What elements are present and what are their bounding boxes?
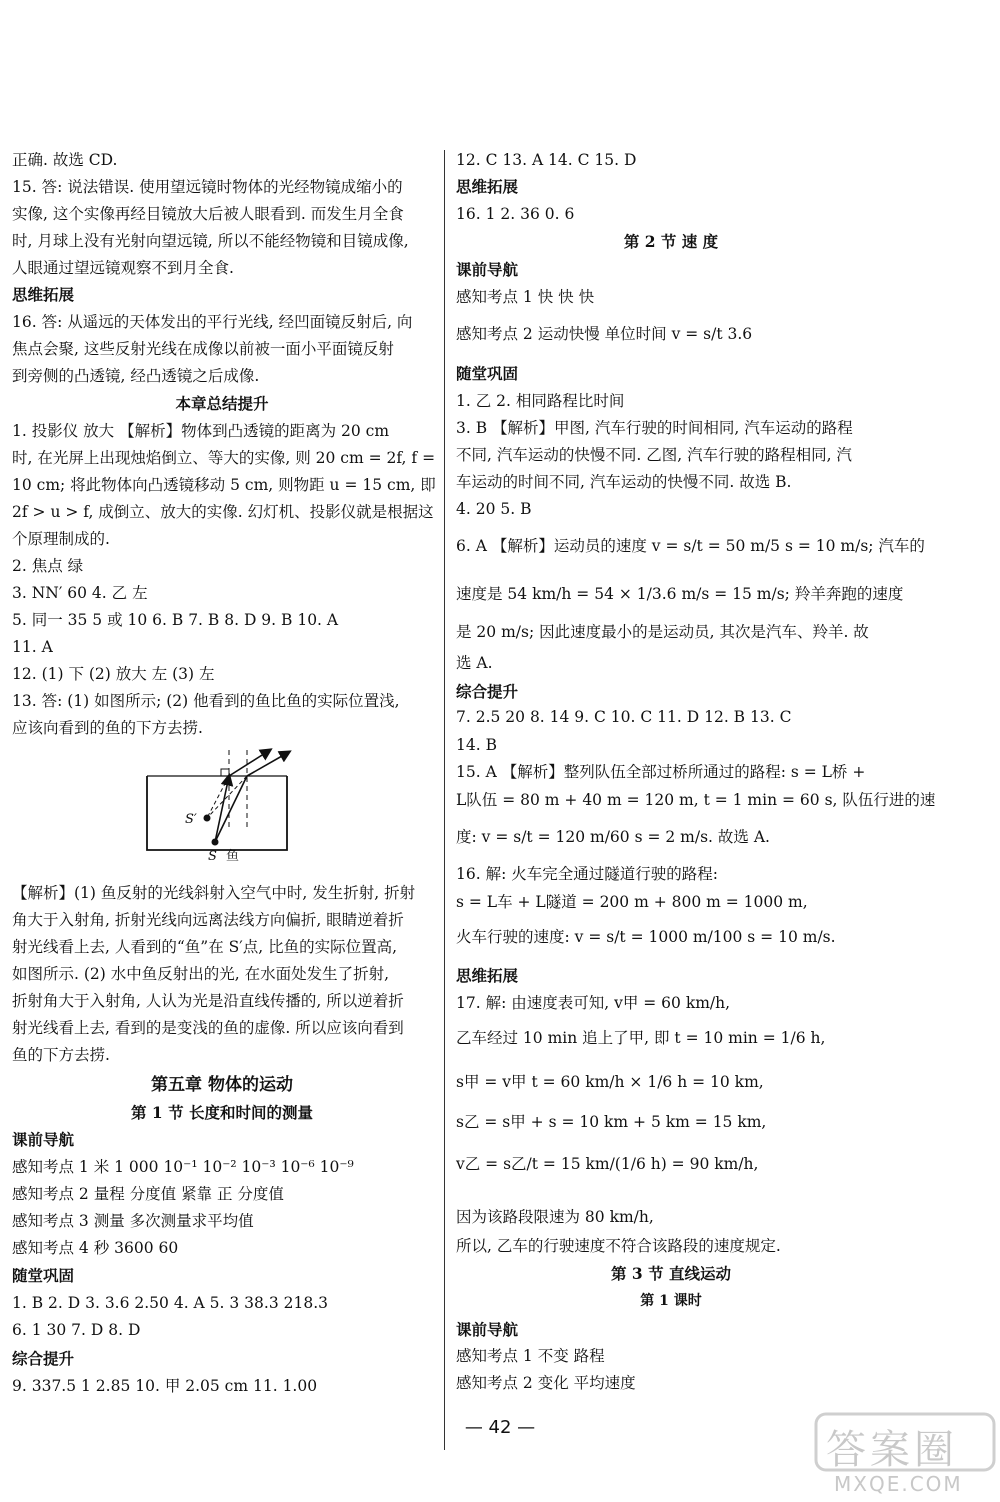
section-heading: 思维拓展 [456,177,519,196]
chapter-title: 第五章 物体的运动 [151,1075,293,1095]
text-line: 到旁侧的凸透镜, 经凸透镜之后成像. [12,367,260,385]
text-line: 1. B 2. D 3. 3.6 2.50 4. A 5. 3 38.3 218.3 [12,1294,328,1312]
text-line: 不同, 汽车运动的快慢不同. 乙图, 汽车行驶的路程相同, 汽 [456,446,852,464]
text-line: 射光线看上去, 看到的是变浅的鱼的虚像. 所以应该向看到 [12,1019,404,1037]
text-line: 5. 同一 35 5 或 10 6. B 7. B 8. D 9. B 10. A [12,611,339,629]
text-line: 度: v = s/t = 120 m/60 s = 2 m/s. 故选 A. [456,828,770,846]
text-line: 个原理制成的. [12,530,110,548]
text-line: 3. B 【解析】甲图, 汽车行驶的时间相同, 汽车运动的路程 [456,419,853,437]
text-line: 感知考点 4 秒 3600 60 [12,1239,179,1257]
section-heading: 随堂巩固 [12,1266,75,1285]
text-line: 17. 解: 由速度表可知, v甲 = 60 km/h, [456,994,731,1012]
page-number: — 42 — [464,1417,536,1438]
text-line: 【解析】(1) 鱼反射的光线斜射入空气中时, 发生折射, 折射 [12,884,416,902]
text-line: 1. 乙 2. 相同路程比时间 [456,392,625,410]
text-line: 9. 337.5 1 2.85 10. 甲 2.05 cm 11. 1.00 [12,1377,318,1395]
text-line: 所以, 乙车的行驶速度不符合该路段的速度规定. [456,1237,781,1255]
text-line: 时, 月球上没有光射向望远镜, 所以不能经物镜和目镜成像, [12,232,409,250]
text-line: s = L车 + L隧道 = 200 m + 800 m = 1000 m, [456,893,808,911]
text-line: 速度是 54 km/h = 54 × 1/3.6 m/s = 15 m/s; 羚羊奔跑的速度 [456,585,904,603]
text-line: 如图所示. (2) 水中鱼反射出的光, 在水面处发生了折射, [12,965,390,983]
section-heading: 综合提升 [12,1349,75,1368]
section-heading: 思维拓展 [456,966,519,985]
text-line: 4. 20 5. B [456,500,532,518]
section-heading: 综合提升 [456,682,519,701]
text-line: 车运动的时间不同, 汽车运动的快慢不同. 故选 B. [456,473,792,491]
text-line: 感知考点 3 测量 多次测量求平均值 [12,1212,254,1230]
text-line: 焦点会聚, 这些反射光线在成像以前被一面小平面镜反射 [12,340,394,358]
text-line: 12. (1) 下 (2) 放大 左 (3) 左 [12,665,215,683]
text-line: 16. 1 2. 36 0. 6 [456,205,575,223]
watermark-text: 答案圈 [826,1427,958,1473]
text-line: 16. 答: 从遥远的天体发出的平行光线, 经凹面镜反射后, 向 [12,313,413,331]
text-line: 14. B [456,736,497,754]
text-line: 感知考点 2 运动快慢 单位时间 v = s/t 3.6 [456,325,753,343]
section-heading: 课前导航 [12,1130,75,1149]
text-line: 6. 1 30 7. D 8. D [12,1321,141,1339]
text-line: v乙 = s乙/t = 15 km/(1/6 h) = 90 km/h, [456,1155,759,1173]
text-line: 是 20 m/s; 因此速度最小的是运动员, 其次是汽车、羚羊. 故 [456,623,869,641]
text-line: 乙车经过 10 min 追上了甲, 即 t = 10 min = 1/6 h, [456,1029,826,1047]
column-divider [444,150,445,1450]
chapter-summary-heading: 本章总结提升 [175,394,269,413]
text-line: 感知考点 1 不变 路程 [456,1347,605,1365]
refraction-diagram [137,748,297,868]
lesson-title: 第 1 课时 [640,1293,702,1309]
text-line: 应该向看到的鱼的下方去捞. [12,719,203,737]
text-line: 感知考点 2 变化 平均速度 [456,1374,636,1392]
text-line: 7. 2.5 20 8. 14 9. C 10. C 11. D 12. B 13. C [456,708,792,726]
text-line: 15. 答: 说法错误. 使用望远镜时物体的光经物镜成缩小的 [12,178,403,196]
text-line: 火车行驶的速度: v = s/t = 1000 m/100 s = 10 m/s. [456,928,836,946]
text-line: L队伍 = 80 m + 40 m = 120 m, t = 1 min = 60 s, 队伍行进的速 [456,791,936,809]
text-line: 实像, 这个实像再经目镜放大后被人眼看到. 而发生月全食 [12,205,404,223]
text-line: 感知考点 1 快 快 快 [456,288,595,306]
section-title: 第 3 节 直线运动 [611,1264,731,1283]
text-line: 正确. 故选 CD. [12,151,118,169]
text-line: 角大于入射角, 折射光线向远离法线方向偏折, 眼睛逆着折 [12,911,404,929]
text-line: 15. A 【解析】整列队伍全部过桥所通过的路程: s = L桥 + [456,763,866,781]
text-line: 感知考点 2 量程 分度值 紧靠 正 分度值 [12,1185,284,1203]
text-line: 选 A. [456,654,493,672]
text-line: s甲 = v甲 t = 60 km/h × 1/6 h = 10 km, [456,1073,764,1091]
text-line: 感知考点 1 米 1 000 10⁻¹ 10⁻² 10⁻³ 10⁻⁶ 10⁻⁹ [12,1158,354,1176]
text-line: 16. 解: 火车完全通过隧道行驶的路程: [456,865,718,883]
watermark-logo [812,1410,998,1498]
text-line: 射光线看上去, 人看到的“鱼”在 S′点, 比鱼的实际位置高, [12,938,398,956]
label-fish: 鱼 [226,849,240,864]
text-line: 2. 焦点 绿 [12,557,84,575]
text-line: 11. A [12,638,53,656]
text-line: s乙 = s甲 + s = 10 km + 5 km = 15 km, [456,1113,767,1131]
text-line: 3. NN′ 60 4. 乙 左 [12,584,148,602]
label-s: S [208,849,217,864]
text-line: 人眼通过望远镜观察不到月全食. [12,259,234,277]
text-line: 时, 在光屏上出现烛焰倒立、等大的实像, 则 20 cm = 2f, f = [12,449,436,467]
text-line: 12. C 13. A 14. C 15. D [456,151,637,169]
label-s-prime: S′ [185,812,197,827]
text-line: 因为该路段限速为 80 km/h, [456,1208,654,1226]
section-heading: 随堂巩固 [456,364,519,383]
section-heading: 课前导航 [456,260,519,279]
section-title: 第 2 节 速 度 [623,232,719,251]
section-title: 第 1 节 长度和时间的测量 [131,1103,313,1122]
text-line: 13. 答: (1) 如图所示; (2) 他看到的鱼比鱼的实际位置浅, [12,692,400,710]
text-line: 1. 投影仪 放大 【解析】物体到凸透镜的距离为 20 cm [12,422,390,440]
text-line: 6. A 【解析】运动员的速度 v = s/t = 50 m/5 s = 10 m/s; 汽车的 [456,537,925,555]
section-heading: 课前导航 [456,1320,519,1339]
text-line: 鱼的下方去捞. [12,1046,110,1064]
watermark-url: MXQE.COM [834,1472,963,1496]
section-heading: 思维拓展 [12,285,75,304]
text-line: 折射角大于入射角, 人认为光是沿直线传播的, 所以逆着折 [12,992,404,1010]
text-line: 2f > u > f, 成倒立、放大的实像. 幻灯机、投影仪就是根据这 [12,503,434,521]
text-line: 10 cm; 将此物体向凸透镜移动 5 cm, 则物距 u = 15 cm, 即 [12,476,436,494]
